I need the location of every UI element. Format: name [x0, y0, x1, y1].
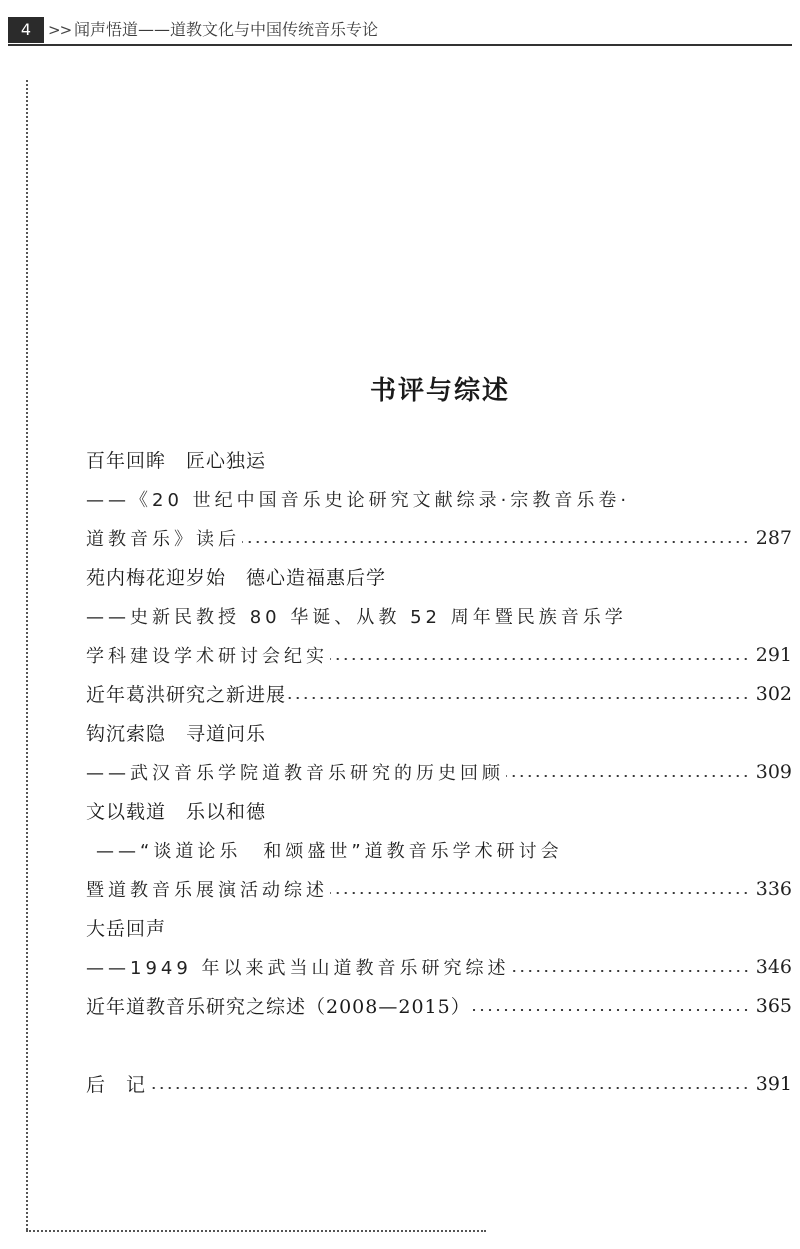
toc-entry-title-text: 后 记: [86, 1074, 147, 1096]
toc-entry-title-text: 大岳回声: [86, 918, 167, 940]
toc-entry-subtitle[interactable]: [86, 869, 792, 908]
toc-entry-subtitle: [86, 479, 792, 518]
toc-page-number: 391: [755, 1072, 792, 1095]
dot-leader: [330, 892, 750, 894]
toc-entry-title[interactable]: [86, 440, 792, 479]
dot-leader: [330, 658, 750, 660]
dot-leader: [148, 1087, 750, 1089]
dot-leader: [288, 697, 750, 699]
toc-entry-title-text: 近年葛洪研究之新进展: [86, 684, 287, 706]
toc-entry-subtitle-text: ——“谈道论乐 和颂盛世”道教音乐学术研讨会: [96, 840, 563, 862]
bottom-dotted-border: [26, 1230, 486, 1232]
toc-entry-title[interactable]: [86, 1064, 792, 1103]
toc-entry-subtitle[interactable]: [86, 947, 792, 986]
page-number: 4: [8, 17, 44, 43]
toc-entry-title[interactable]: [86, 791, 792, 830]
toc-entry-subtitle[interactable]: [86, 752, 792, 791]
section-title: 书评与综述: [369, 376, 510, 406]
toc-page-number: 336: [755, 877, 792, 900]
toc-entry-subtitle[interactable]: [86, 635, 792, 674]
dot-leader: [242, 541, 750, 543]
running-header: [0, 16, 800, 44]
toc-page-number: 365: [755, 994, 792, 1017]
toc-entry-subtitle: [86, 830, 792, 869]
table-of-contents: [86, 440, 792, 1103]
toc-entry-subtitle[interactable]: [86, 518, 792, 557]
toc-entry-subtitle-text: 道教音乐》读后: [86, 528, 240, 550]
toc-entry-subtitle-text: ——武汉音乐学院道教音乐研究的历史回顾: [86, 762, 504, 784]
toc-entry-title-text: 苑内梅花迎岁始 德心造福惠后学: [86, 567, 387, 589]
toc-page-number: 302: [755, 682, 792, 705]
toc-page-number: 346: [755, 955, 792, 978]
toc-entry-subtitle-text: ——史新民教授 80 华诞、从教 52 周年暨民族音乐学: [86, 606, 627, 628]
toc-spacer: [86, 1025, 792, 1064]
toc-entry-title[interactable]: [86, 713, 792, 752]
toc-entry-subtitle-text: ——《20 世纪中国音乐史论研究文献综录·宗教音乐卷·: [86, 489, 631, 511]
dot-leader: [512, 970, 750, 972]
toc-entry-title-text: 百年回眸 匠心独运: [86, 450, 267, 472]
toc-page-number: 309: [755, 760, 792, 783]
toc-entry-title[interactable]: [86, 908, 792, 947]
toc-entry-subtitle: [86, 596, 792, 635]
toc-page-number: 287: [755, 526, 792, 549]
chevron-right-icon: >>: [48, 21, 72, 39]
toc-entry-title[interactable]: [86, 986, 792, 1025]
toc-entry-title-text: 近年道教音乐研究之综述（2008—2015）: [86, 996, 471, 1018]
toc-entry-subtitle-text: ——1949 年以来武当山道教音乐研究综述: [86, 957, 510, 979]
toc-entry-title-text: 钩沉索隐 寻道问乐: [86, 723, 267, 745]
left-dotted-border: [26, 80, 28, 1230]
toc-entry-title-text: 文以载道 乐以和德: [86, 801, 267, 823]
toc-entry-title[interactable]: [86, 557, 792, 596]
toc-entry-title[interactable]: [86, 674, 792, 713]
toc-entry-subtitle-text: 暨道教音乐展演活动综述: [86, 879, 328, 901]
toc-page-number: 291: [755, 643, 792, 666]
dot-leader: [473, 1009, 750, 1011]
toc-entry-subtitle-text: 学科建设学术研讨会纪实: [86, 645, 328, 667]
dot-leader: [506, 775, 750, 777]
book-running-title: 闻声悟道——道教文化与中国传统音乐专论: [74, 20, 379, 39]
header-divider: [8, 44, 792, 46]
